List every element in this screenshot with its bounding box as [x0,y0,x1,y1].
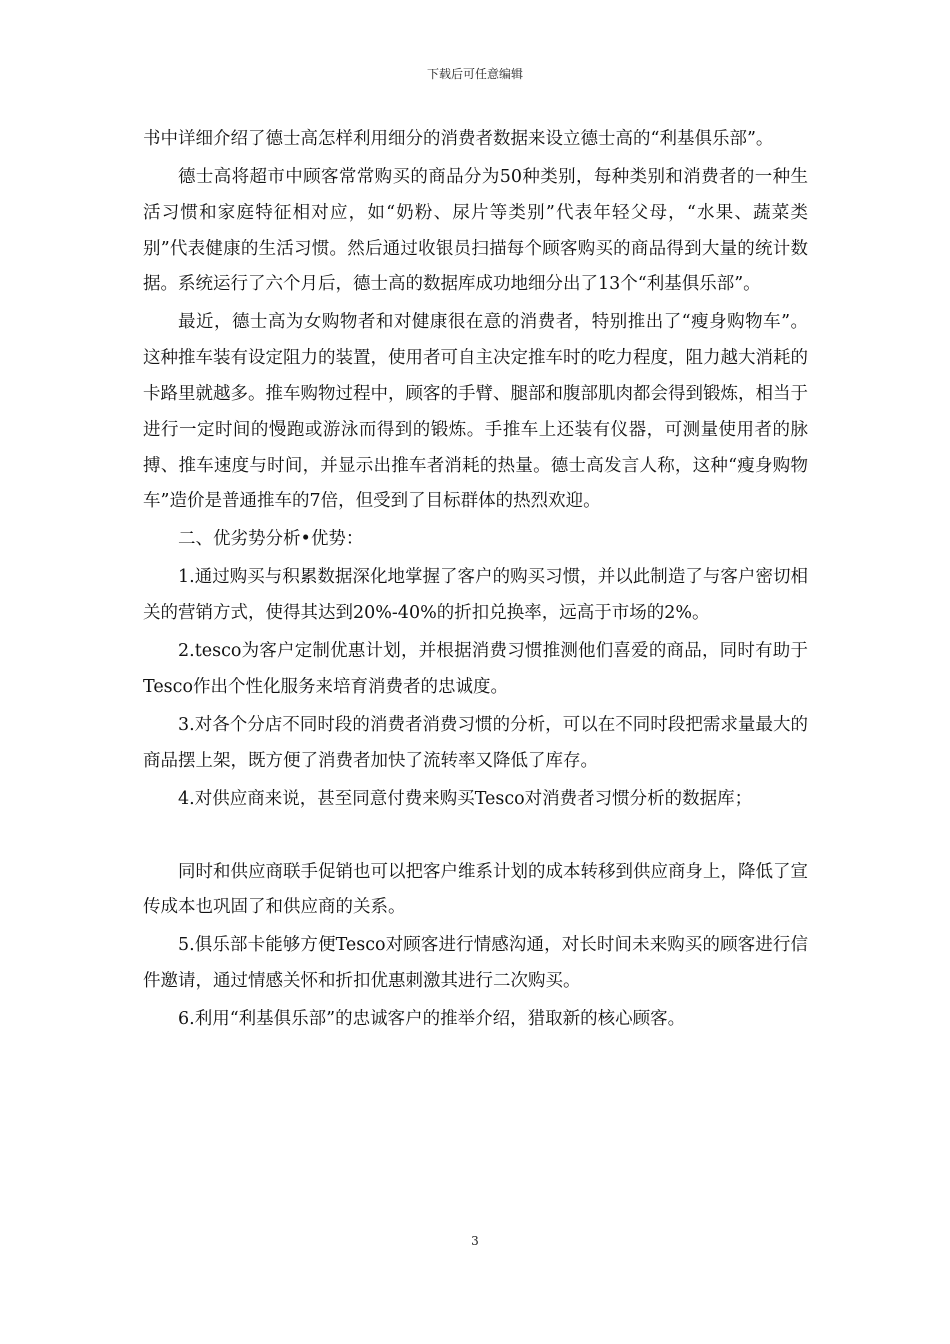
section-heading-strengths: 二、优劣势分析•优势： [178,529,364,550]
page-number: 3 [471,1234,479,1248]
paragraph-intro-continued: 书中详细介绍了德士高怎样利用细分的消费者数据来设立德士高的“利基俱乐部”。 [143,129,774,149]
paragraph-slimming-cart: 最近，德士高为女购物者和对健康很在意的消费者，特别推出了“瘦身购物车”。这种推车装有设定阻力的装置，使用者可自主决定推车时的吃力程度，阻力越大消耗的卡路里就越多。推车购物过程中，顾客的手臂、腿部和腹部肌肉都会得到锻炼，相当于进行一定时间的慢跑或游泳而得到的锻炼。手推车上还装有仪器，可测量使用者的脉搏、推车速度与时间，并显示出推车者消耗的热量。德士高发言人称，这种“瘦身购物车”造价是普通推车的7倍，但受到了目标群体的热烈欢迎。 [143,312,808,512]
list-item-strength-5: 5.俱乐部卡能够方便Tesco对顾客进行情感沟通，对长时间未来购买的顾客进行信件邀请，通过情感关怀和折扣优惠刺激其进行二次购买。 [143,935,808,992]
list-item-strength-4: 4.对供应商来说，甚至同意付费来购买Tesco对消费者习惯分析的数据库； [178,788,753,809]
list-item-strength-6: 6.利用“利基俱乐部”的忠诚客户的推举介绍，猎取新的核心顾客。 [178,1009,686,1030]
list-item-strength-1: 1.通过购买与积累数据深化地掌握了客户的购买习惯，并以此制造了与客户密切相关的营销方式，使得其达到20%-40%的折扣兑换率，远高于市场的2%。 [143,567,808,624]
document-body [143,122,808,1040]
list-item-strength-2: 2.tesco为客户定制优惠计划，并根据消费习惯推测他们喜爱的商品，同时有助于Tesco作出个性化服务来培育消费者的忠诚度。 [143,641,808,697]
list-item-strength-3: 3.对各个分店不同时段的消费者消费习惯的分析，可以在不同时段把需求量最大的商品摆上架，既方便了消费者加快了流转率又降低了库存。 [143,714,808,771]
list-item-strength-4-continued: 同时和供应商联手促销也可以把客户维系计划的成本转移到供应商身上，降低了宣传成本也巩固了和供应商的关系。 [143,861,808,918]
page-header: 下载后可任意编辑 [426,67,523,81]
paragraph-gap [143,820,808,855]
paragraph-categories: 德士高将超市中顾客常常购买的商品分为50种类别，每种类别和消费者的一种生活习惯和家庭特征相对应，如“奶粉、尿片等类别”代表年轻父母，“水果、蔬菜类别”代表健康的生活习惯。然后通过收银员扫描每个顾客购买的商品得到大量的统计数据。系统运行了六个月后，德士高的数据库成功地细分出了13个“利基俱乐部”。 [143,166,808,295]
